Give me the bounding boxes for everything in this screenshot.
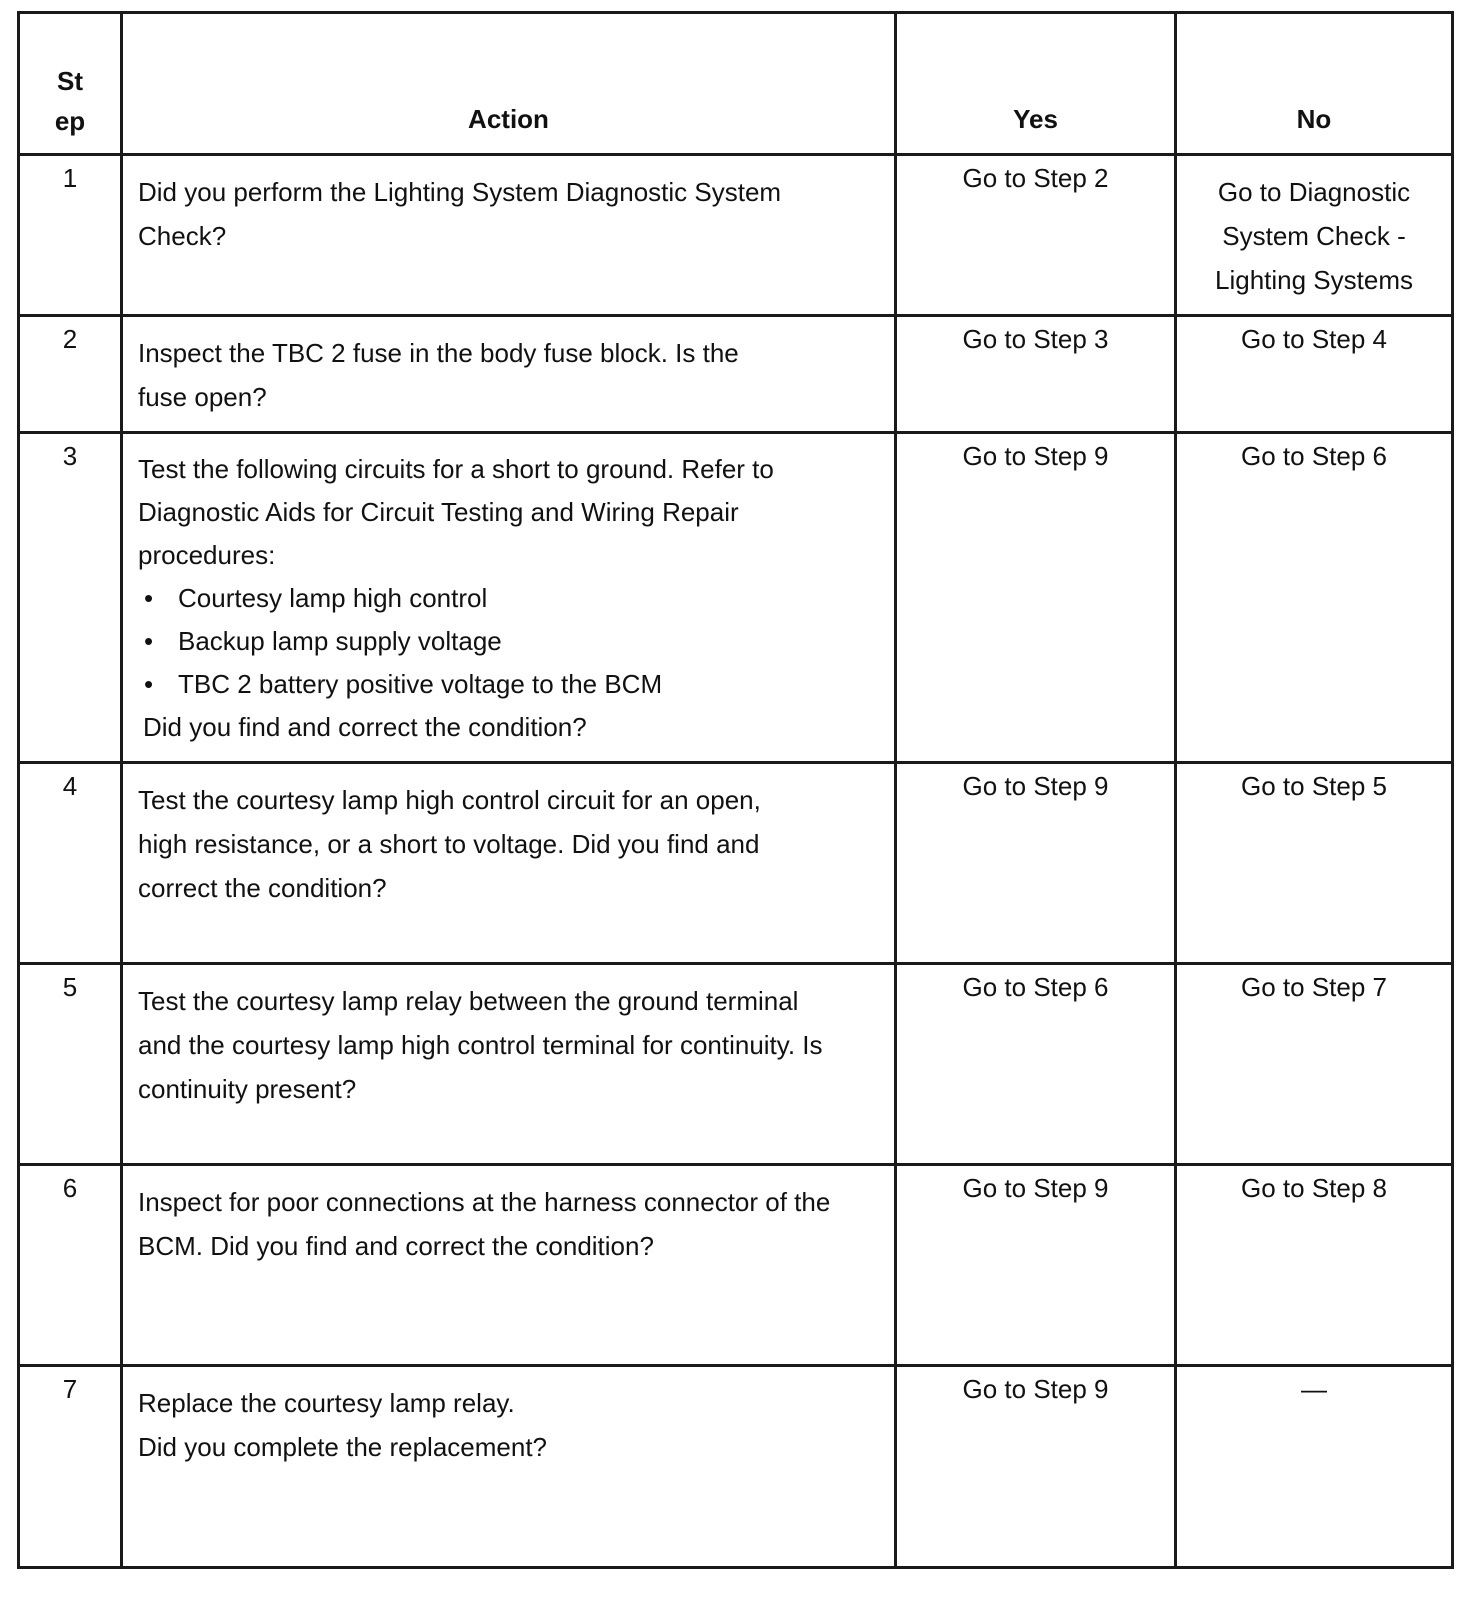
- yes-outcome: Go to Step 3: [896, 316, 1176, 433]
- header-yes: Yes: [896, 13, 1176, 155]
- action-text: Did you perform the Lighting System Diagnostic System Check?: [122, 155, 896, 316]
- action-intro: Test the following circuits for a short to ground. Refer to Diagnostic Aids for Circuit Testing and Wiring Repair procedures:: [138, 454, 774, 570]
- action-text: Test the courtesy lamp high control circuit for an open, high resistance, or a short to voltage. Did you find and correct the condition?: [122, 763, 896, 964]
- no-outcome: Go to Step 8: [1176, 1165, 1453, 1366]
- action-question: Did you find and correct the condition?: [143, 712, 587, 742]
- table-row: [19, 964, 1453, 1165]
- no-outcome: Go to Step 7: [1176, 964, 1453, 1165]
- table-row: [19, 1165, 1453, 1366]
- header-step: [19, 13, 122, 155]
- diagnostic-table: [17, 11, 1454, 1569]
- table-row: [19, 1366, 1453, 1568]
- circuit-list: [138, 577, 834, 706]
- header-action: Action: [122, 13, 896, 155]
- table-row: [19, 433, 1453, 763]
- header-row: [19, 13, 1453, 155]
- yes-outcome: Go to Step 9: [896, 1366, 1176, 1568]
- step-number: 1: [19, 155, 122, 316]
- header-step-line1: St: [57, 66, 83, 96]
- no-outcome: Go to Step 5: [1176, 763, 1453, 964]
- action-text: Inspect for poor connections at the harness connector of the BCM. Did you find and correct the condition?: [122, 1165, 896, 1366]
- no-outcome: —: [1176, 1366, 1453, 1568]
- step-number: 7: [19, 1366, 122, 1568]
- step-number: 3: [19, 433, 122, 763]
- list-item: • TBC 2 battery positive voltage to the BCM: [138, 663, 834, 706]
- yes-outcome: Go to Step 9: [896, 433, 1176, 763]
- yes-outcome: Go to Step 9: [896, 763, 1176, 964]
- header-no: No: [1176, 13, 1453, 155]
- header-step-line2: ep: [54, 106, 86, 136]
- action-text: [122, 433, 896, 763]
- step-number: 4: [19, 763, 122, 964]
- list-item: • Backup lamp supply voltage: [138, 620, 834, 663]
- yes-outcome: Go to Step 9: [896, 1165, 1176, 1366]
- no-outcome: Go to Step 6: [1176, 433, 1453, 763]
- action-line: Replace the courtesy lamp relay.: [138, 1388, 515, 1418]
- list-item: • Courtesy lamp high control: [138, 577, 834, 620]
- action-text: Inspect the TBC 2 fuse in the body fuse block. Is the fuse open?: [122, 316, 896, 433]
- action-line: Did you complete the replacement?: [138, 1432, 548, 1462]
- table-row: [19, 155, 1453, 316]
- step-number: 2: [19, 316, 122, 433]
- table-row: [19, 763, 1453, 964]
- no-outcome: Go to Diagnostic System Check - Lighting Systems: [1176, 155, 1453, 316]
- yes-outcome: Go to Step 6: [896, 964, 1176, 1165]
- action-text: Test the courtesy lamp relay between the ground terminal and the courtesy lamp high control terminal for continuity. Is continuity present?: [122, 964, 896, 1165]
- yes-outcome: Go to Step 2: [896, 155, 1176, 316]
- step-number: 6: [19, 1165, 122, 1366]
- action-text: [122, 1366, 896, 1568]
- table-row: [19, 316, 1453, 433]
- step-number: 5: [19, 964, 122, 1165]
- no-outcome: Go to Step 4: [1176, 316, 1453, 433]
